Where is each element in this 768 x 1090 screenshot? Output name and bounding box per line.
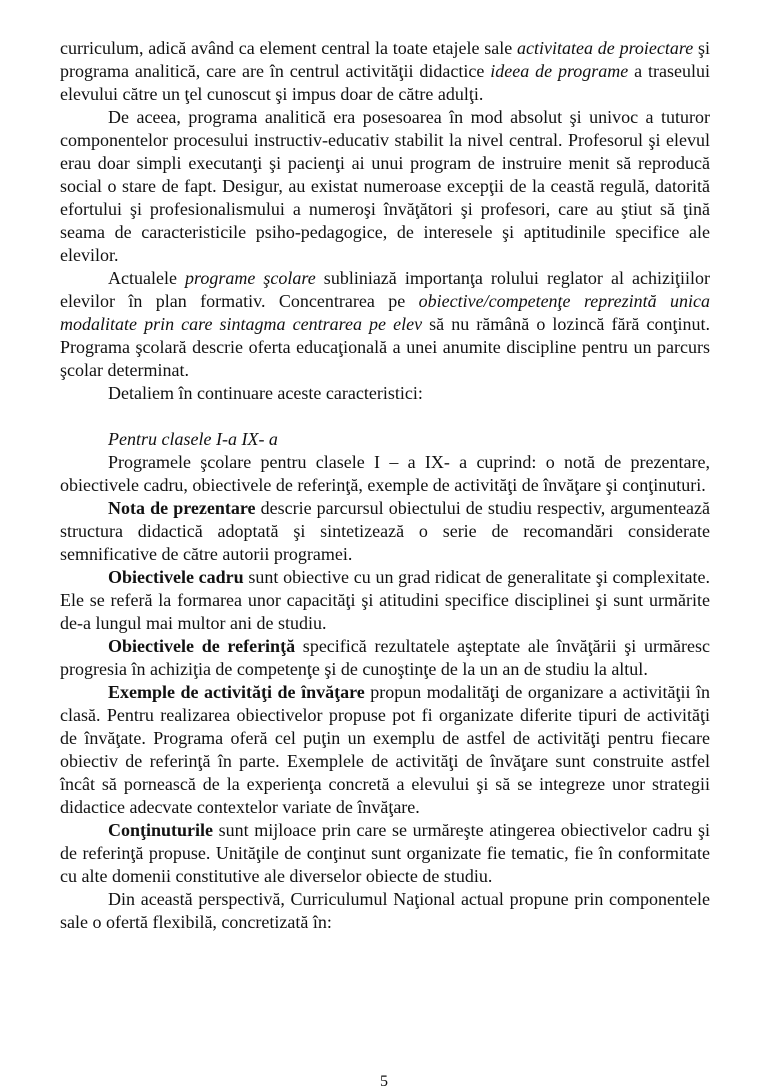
paragraph-5 — [60, 451, 710, 497]
text-run: subliniază importanţa rolului reglator al achiziţiilor elevilor în plan formativ. Concentrarea pe — [60, 268, 710, 311]
paragraph-continuturile — [60, 819, 710, 888]
bold-term: Obiectivele de referinţă — [108, 636, 296, 656]
body-text — [60, 37, 710, 934]
text-run: Detaliem în continuare aceste caracteristici: — [108, 383, 423, 403]
text-run: Din această perspectivă, Curriculumul Naţional actual propune prin componentele sale o ofertă flexibilă, concretizată în: — [60, 889, 710, 932]
text-run: sunt mijloace prin care se urmăreşte atingerea obiectivelor cadru şi de referinţă propuse. Unităţile de conţinut sunt organizate fie tematic, fie în conformitate cu alte domenii constitutive ale diverselor obiecte de studiu. — [60, 820, 710, 886]
bold-term: Conţinuturile — [108, 820, 214, 840]
italic-phrase: ideea de programe — [490, 61, 629, 81]
italic-phrase: obiective/competenţe reprezintă unica modalitate prin care sintagma centrarea pe elev — [60, 291, 710, 334]
paragraph-exemple-de-activitati — [60, 681, 710, 819]
paragraph-2 — [60, 106, 710, 267]
paragraph-obiectivele-de-referinta — [60, 635, 710, 681]
paragraph-4 — [60, 382, 710, 405]
paragraph-nota-de-prezentare — [60, 497, 710, 566]
text-run: descrie parcursul obiectului de studiu respectiv, argumentează structura didactică adoptată şi sintetizează o serie de recomandări considerate semnificative de către autorii programei. — [60, 498, 711, 564]
text-run: De aceea, programa analitică era posesoarea în mod absolut şi univoc a tuturor componentelor procesului instructiv-educativ stabilit la nivel central. Profesorul şi elevul erau doar simpli executanţi şi pacienţi ai unui program de instruire menit să reproducă social o stare de fapt. Desigur, au existat numeroase excepţii de la ceastă regulă, datorită efortului şi profesionalismului a numeroşi învăţători şi profesori, care au ştiut să ţină seama de caracteristicile psiho-pedagogice, de interesele şi aptitudinile specifice ale elevilor. — [60, 107, 710, 265]
italic-phrase: activitatea de proiectare — [517, 38, 694, 58]
page-number: 5 — [380, 1073, 388, 1090]
bold-term: Nota de prezentare — [108, 498, 256, 518]
section-heading — [60, 428, 710, 451]
text-run: şi programa analitică, care are în centrul activităţii didactice — [60, 38, 711, 81]
paragraph-obiectivele-cadru — [60, 566, 710, 635]
text-run: propun modalităţi de organizare a activităţii în clasă. Pentru realizarea obiectivelor propuse pot fi organizate diferite tipuri de activităţi de învăţate. Programa oferă cel puţin un exemplu de astfel de activităţi pentru fiecare obiectiv de referinţă în parte. Exemplele de activităţi de învăţare sunt construite astfel încât să pornească de la experienţa concretă a elevului şi să se integreze unor strategii didactice adecvate contextelor variate de învăţare. — [60, 682, 711, 817]
text-run: să nu rămână o lozincă fără conţinut. Programa şcolară descrie oferta educaţională a unei anumite discipline pentru un parcurs şcolar determinat. — [60, 314, 710, 380]
text-run: Programele şcolare pentru clasele I – a IX- a cuprind: o notă de prezentare, obiectivele cadru, obiectivele de referinţă, exemple de activităţi de învăţare şi conţinuturi. — [60, 452, 710, 495]
text-run: sunt obiective cu un grad ridicat de generalitate şi complexitate. Ele se referă la formarea unor capacităţi şi atitudini specifice disciplinei şi sunt urmărite de-a lungul mai multor ani de studiu. — [60, 567, 711, 633]
paragraph-1 — [60, 37, 710, 106]
text-run: specifică rezultatele aşteptate ale învăţării şi urmăresc progresia în achiziţia de competenţe şi de cunoştinţe de la un an de studiu la altul. — [60, 636, 710, 679]
bold-term: Obiectivele cadru — [108, 567, 244, 587]
blank-line — [60, 405, 710, 428]
text-run: curriculum, adică având ca element central la toate etajele sale — [60, 38, 518, 58]
paragraph-perspectiva — [60, 888, 710, 934]
italic-phrase: programe şcolare — [185, 268, 316, 288]
paragraph-3 — [60, 267, 710, 382]
bold-term: Exemple de activităţi de învăţare — [108, 682, 365, 702]
italic-phrase: Pentru clasele I-a IX- a — [108, 429, 278, 449]
text-run: Actualele — [108, 268, 186, 288]
text-run: a traseului elevului către un ţel cunoscut şi impus doar de către adulţi. — [60, 61, 710, 104]
